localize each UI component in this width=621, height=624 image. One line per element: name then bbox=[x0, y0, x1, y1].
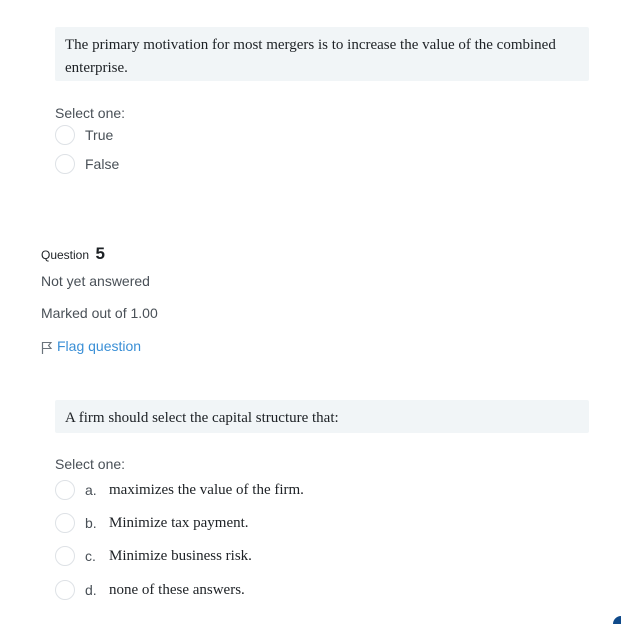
question-5-option-d[interactable] bbox=[55, 579, 245, 601]
question-5-marks: Marked out of 1.00 bbox=[41, 305, 158, 321]
question-4-text: The primary motivation for most mergers is to increase the value of the combined enterprise. bbox=[65, 37, 556, 76]
question-5-select-one-label: Select one: bbox=[55, 456, 126, 472]
option-d-text: none of these answers. bbox=[109, 581, 245, 598]
option-c-letter: c. bbox=[85, 548, 96, 564]
radio-b[interactable] bbox=[55, 513, 75, 533]
question-5-number bbox=[41, 244, 105, 264]
option-false-label: False bbox=[85, 156, 120, 172]
question-word: Question bbox=[41, 248, 90, 262]
question-5-status: Not yet answered bbox=[41, 273, 150, 289]
question-4-text-box bbox=[55, 27, 589, 81]
question-4-option-false[interactable] bbox=[55, 153, 119, 175]
option-d-letter: d. bbox=[85, 582, 97, 598]
question-5-text: A firm should select the capital structure that: bbox=[65, 410, 339, 426]
option-a-letter: a. bbox=[85, 482, 97, 498]
question-4-option-true[interactable] bbox=[55, 124, 113, 146]
radio-c[interactable] bbox=[55, 546, 75, 566]
question-5-option-c[interactable] bbox=[55, 545, 252, 567]
flag-question-label[interactable]: Flag question bbox=[57, 338, 142, 354]
option-true-label: True bbox=[85, 127, 114, 143]
option-c-text: Minimize business risk. bbox=[109, 547, 252, 564]
question-5-text-box bbox=[55, 400, 589, 433]
radio-false[interactable] bbox=[55, 154, 75, 174]
question-5-option-a[interactable] bbox=[55, 479, 304, 501]
radio-a[interactable] bbox=[55, 480, 75, 500]
flag-icon bbox=[41, 341, 53, 355]
option-a-text: maximizes the value of the firm. bbox=[109, 481, 304, 498]
question-number: 5 bbox=[95, 244, 105, 263]
question-4-select-one-label: Select one: bbox=[55, 105, 126, 121]
flag-question-link[interactable] bbox=[41, 337, 141, 355]
radio-d[interactable] bbox=[55, 580, 75, 600]
option-b-letter: b. bbox=[85, 515, 97, 531]
option-b-text: Minimize tax payment. bbox=[109, 514, 249, 531]
radio-true[interactable] bbox=[55, 125, 75, 145]
question-5-option-b[interactable] bbox=[55, 512, 249, 534]
corner-widget[interactable] bbox=[613, 616, 621, 624]
